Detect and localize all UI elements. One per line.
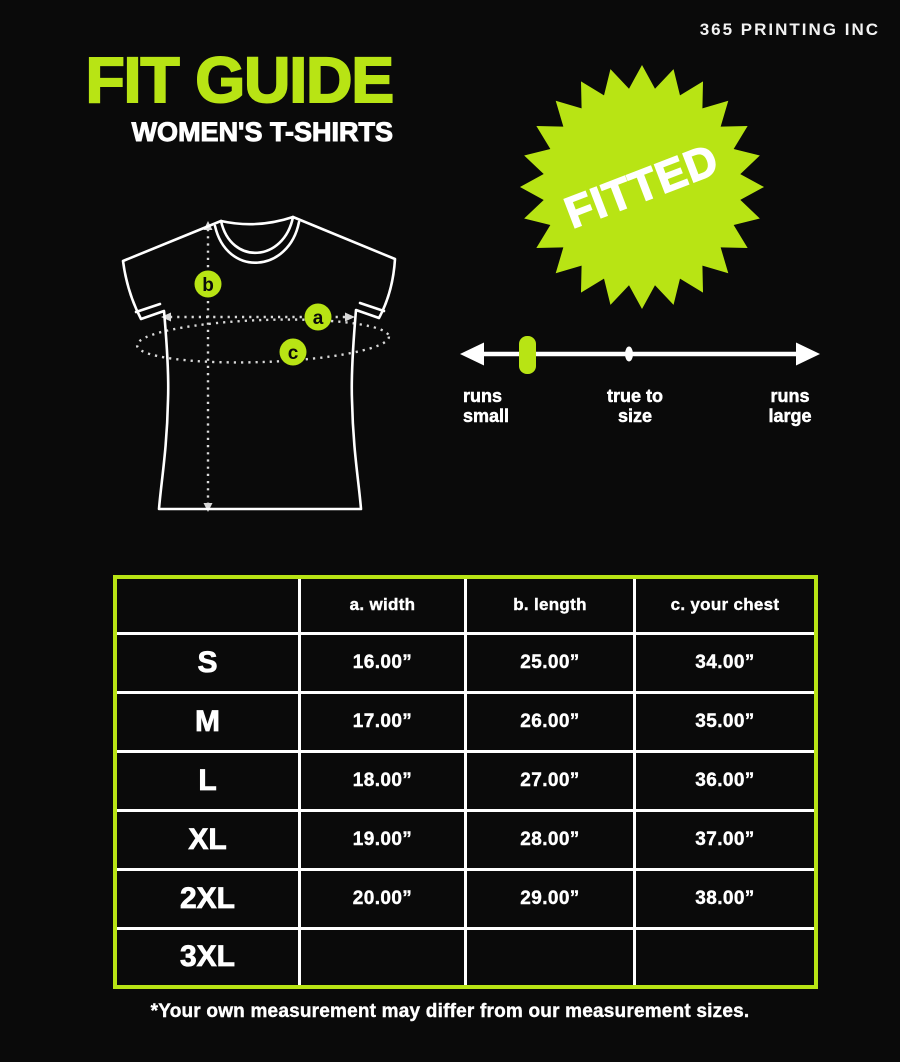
length-cell: 29.00” <box>466 869 635 928</box>
tshirt-outline <box>123 217 395 509</box>
svg-text:b: b <box>202 275 214 296</box>
center-tick-dot <box>625 347 633 362</box>
header-empty <box>115 577 300 633</box>
marker-c <box>280 339 307 366</box>
left-cuff-line <box>136 304 160 312</box>
badge-label: FITTED <box>558 134 726 239</box>
chest-cell: 38.00” <box>635 869 817 928</box>
width-cell: 18.00” <box>300 751 466 810</box>
header-length: b. length <box>466 577 635 633</box>
marker-b <box>195 271 222 298</box>
brand-name: 365 PRINTING INC <box>699 20 880 39</box>
table-row <box>115 751 816 810</box>
table-row <box>115 633 816 692</box>
right-arrowhead-icon <box>796 343 820 366</box>
length-cell: 26.00” <box>466 692 635 751</box>
chest-cell: 37.00” <box>635 810 817 869</box>
runs-large-label: runs large <box>768 386 812 426</box>
length-cell: 25.00” <box>466 633 635 692</box>
length-dashed-line <box>204 221 213 512</box>
chest-cell: 35.00” <box>635 692 817 751</box>
fit-scale <box>450 326 860 436</box>
fit-scale-slider <box>450 326 860 386</box>
size-cell: M <box>115 692 300 751</box>
header-width: a. width <box>300 577 466 633</box>
size-cell: XL <box>115 810 300 869</box>
table-row <box>115 810 816 869</box>
svg-text:a: a <box>312 308 324 329</box>
length-cell: 27.00” <box>466 751 635 810</box>
length-cell: 28.00” <box>466 810 635 869</box>
true-to-size-label: true to size <box>607 386 663 426</box>
tshirt-measurement-diagram <box>100 200 420 520</box>
size-cell: L <box>115 751 300 810</box>
width-cell: 16.00” <box>300 633 466 692</box>
size-chart-table <box>113 575 818 989</box>
width-cell: 17.00” <box>300 692 466 751</box>
left-arrowhead-icon <box>460 343 484 366</box>
size-cell: 2XL <box>115 869 300 928</box>
table-row <box>115 928 816 987</box>
right-cuff-line <box>360 303 384 311</box>
runs-small-label: runs small <box>463 386 510 426</box>
width-cell <box>300 928 466 987</box>
fit-marker <box>519 336 536 374</box>
header-row <box>115 577 816 633</box>
marker-a <box>305 304 332 331</box>
chest-cell <box>635 928 817 987</box>
size-chart <box>113 575 818 989</box>
header-chest: c. your chest <box>635 577 817 633</box>
table-row <box>115 692 816 751</box>
title-block <box>48 44 393 148</box>
chest-cell: 34.00” <box>635 633 817 692</box>
page-title: FIT GUIDE <box>85 44 393 116</box>
width-cell: 20.00” <box>300 869 466 928</box>
table-row <box>115 869 816 928</box>
length-cell <box>466 928 635 987</box>
fitted-badge <box>518 63 766 311</box>
chest-cell: 36.00” <box>635 751 817 810</box>
size-cell: S <box>115 633 300 692</box>
collar-inner-line <box>215 222 299 263</box>
page-subtitle: WOMEN'S T-SHIRTS <box>131 116 393 147</box>
size-cell: 3XL <box>115 928 300 987</box>
width-cell: 19.00” <box>300 810 466 869</box>
measurement-disclaimer: *Your own measurement may differ from our measurement sizes. <box>150 1001 750 1022</box>
svg-text:c: c <box>287 343 299 364</box>
